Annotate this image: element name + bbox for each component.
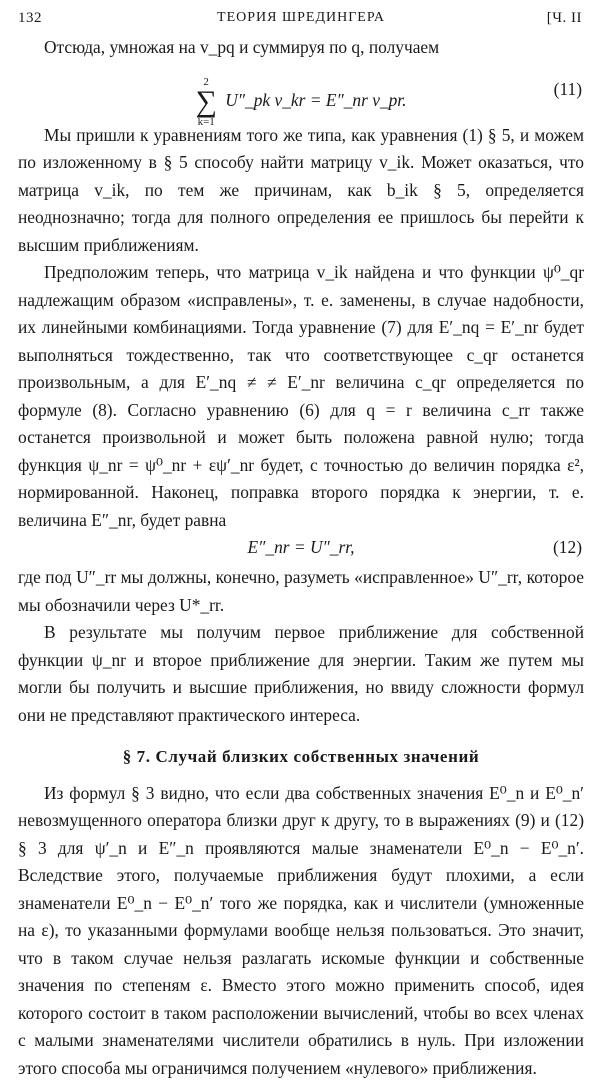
paragraph-intro: Отсюда, умножая на v_pq и суммируя по q, получаем [18, 34, 584, 62]
equation-11 [18, 62, 584, 122]
running-head [18, 8, 584, 34]
chapter-mark: [Ч. II [547, 8, 582, 28]
sum-upper-limit: 2 [195, 76, 216, 88]
paragraph-close-eigenvalues: Из формул § 3 видно, что если два собственных значения E⁰_n и E⁰_n′ невозмущенного оператора близки друг к другу, то в выражениях (9) и (12) § 3 для ψ′_n и E″_n проявляются малые знаменатели E⁰_n − E⁰_n′. Вследствие этого, получаемые приближения будут плохими, а если знаменатели E⁰_n − E⁰_n′ того же порядка, как и числители (умноженные на ε), то указанными формулами вообще нельзя пользоваться. Это значит, что в таком случае нельзя разлагать искомые функции и собственные значения по степеням ε. Вместо этого можно применить способ, идея которого состоит в таком расположении вычислений, чтобы во всех членах с малыми знаменателями числители обратились в нуль. При изложении этого способа мы ограничимся получением «нулевого» приближения. [18, 780, 584, 1082]
equation-12-expression: E″_nr = U″_rr, [248, 534, 355, 562]
summation-sign [195, 76, 216, 128]
sigma-glyph: ∑ [195, 88, 216, 116]
paragraph-where: где под U″_rr мы должны, конечно, разуметь «исправленное» U″_rr, которое мы обозначили через U*_rr. [18, 564, 584, 619]
book-page [18, 8, 584, 942]
equation-11-expression: U″_pk v_kr = E″_nr v_pr. [225, 90, 406, 110]
equation-12-number: (12) [553, 534, 582, 562]
equation-11-number: (11) [554, 76, 582, 104]
section-heading: § 7. Случай близких собственных значений [18, 743, 584, 771]
equation-11-body [195, 62, 406, 128]
paragraph-result: В результате мы получим первое приближение для собственной функции ψ_nr и второе приближение для энергии. Таким же путем мы могли бы получить и высшие приближения, но ввиду сложности формул они не представляют практического интереса. [18, 619, 584, 729]
page-number: 132 [18, 8, 42, 28]
running-title: ТЕОРИЯ ШРЕДИНГЕРА [18, 8, 584, 28]
sum-lower-limit: k=1 [195, 116, 216, 128]
paragraph-assume: Предположим теперь, что матрица v_ik найдена и что функции ψ⁰_qr надлежащим образом «исправлены», т. е. заменены, в случае надобности, их линейными комбинациями. Тогда уравнение (7) для E′_nq = E′_nr будет выполняться тождественно, так что соответствующее c_qr останется произвольным, а для E′_nq ≠ ≠ E′_nr величина c_qr определяется по формуле (8). Согласно уравнению (6) для q = r величина c_rr также останется произвольной и может быть положена равной нулю; тогда функция ψ_nr = ψ⁰_nr + εψ′_nr будет, с точностью до величин порядка ε², нормированной. Наконец, поправка второго порядка к энергии, т. е. величина E″_nr, будет равна [18, 259, 584, 534]
equation-12 [18, 534, 584, 564]
paragraph-same-type: Мы пришли к уравнениям того же типа, как уравнения (1) § 5, и можем по изложенному в § 5 способу найти матрицу v_ik. Может оказаться, что матрица v_ik, по тем же причинам, как b_ik § 5, определяется неоднозначно; тогда для полного определения ее пришлось бы перейти к высшим приближениям. [18, 122, 584, 260]
